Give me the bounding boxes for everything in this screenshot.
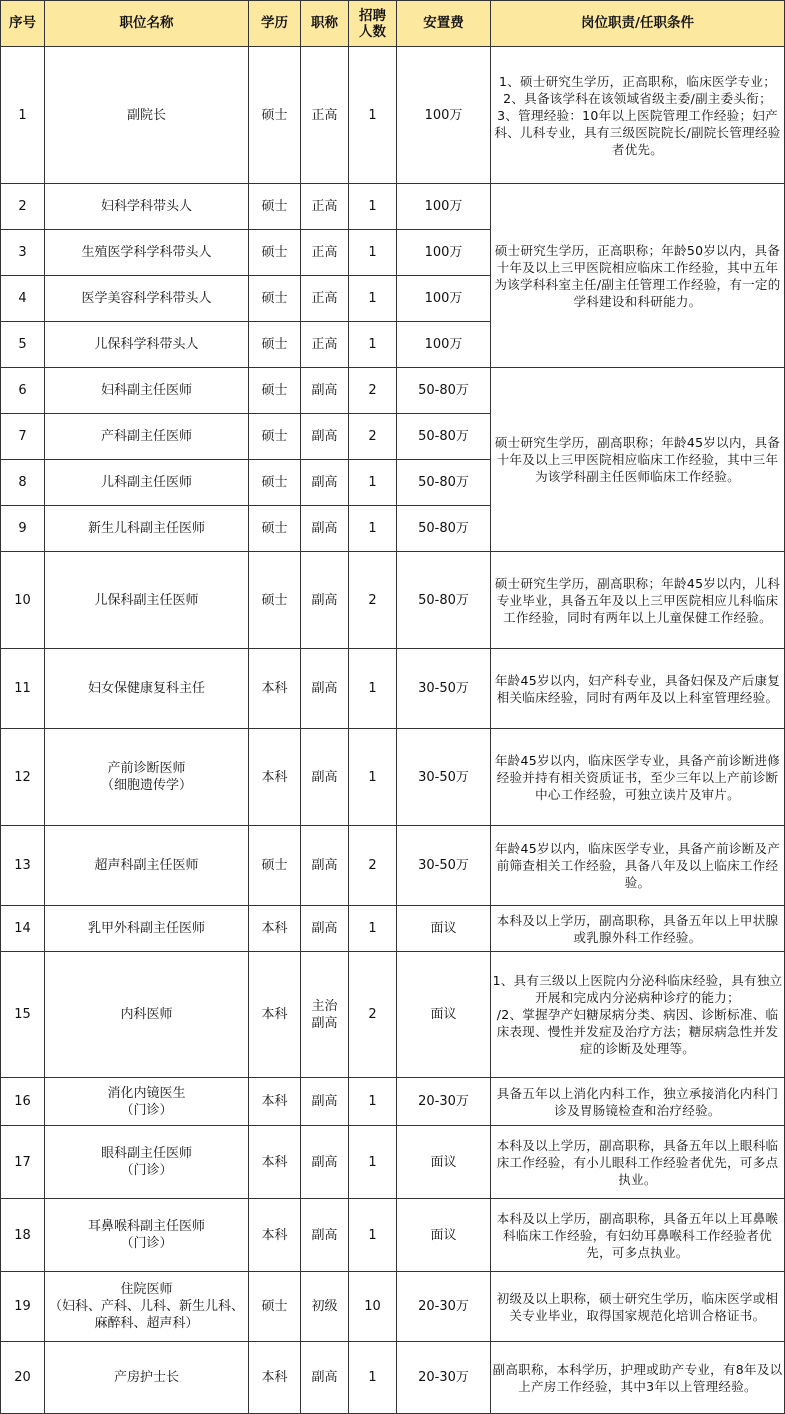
header-education: 学历 bbox=[249, 1, 301, 47]
cell-title: 副高 bbox=[301, 906, 349, 952]
cell-position: 儿保科学科带头人 bbox=[45, 322, 249, 368]
table-row bbox=[1, 47, 785, 184]
cell-education: 硕士 bbox=[249, 322, 301, 368]
cell-title: 副高 bbox=[301, 506, 349, 552]
cell-duty: 本科及以上学历，副高职称，具备五年以上耳鼻喉科临床工作经验，有妇幼耳鼻喉科工作经验者优先，可多点执业。 bbox=[491, 1199, 785, 1272]
cell-title: 副高 bbox=[301, 368, 349, 414]
cell-title: 副高 bbox=[301, 414, 349, 460]
cell-title: 初级 bbox=[301, 1272, 349, 1342]
cell-education: 硕士 bbox=[249, 826, 301, 906]
cell-duty: 副高职称，本科学历，护理或助产专业，有8年及以上产房工作经验，其中3年以上管理经验。 bbox=[491, 1342, 785, 1414]
cell-fee: 20-30万 bbox=[397, 1342, 491, 1414]
cell-fee: 20-30万 bbox=[397, 1272, 491, 1342]
table-row bbox=[1, 729, 785, 826]
cell-position: 耳鼻喉科副主任医师 （门诊） bbox=[45, 1199, 249, 1272]
cell-title: 正高 bbox=[301, 276, 349, 322]
cell-no: 4 bbox=[1, 276, 45, 322]
cell-fee: 100万 bbox=[397, 276, 491, 322]
cell-duty-merged: 硕士研究生学历，副高职称；年龄45岁以内，具备十年及以上三甲医院相应临床工作经验，其中三年为该学科副主任医师临床工作经验。 bbox=[491, 368, 785, 552]
cell-fee: 100万 bbox=[397, 230, 491, 276]
cell-count: 1 bbox=[349, 506, 397, 552]
cell-position: 内科医师 bbox=[45, 952, 249, 1078]
cell-count: 1 bbox=[349, 276, 397, 322]
cell-no: 5 bbox=[1, 322, 45, 368]
cell-education: 本科 bbox=[249, 729, 301, 826]
cell-title: 副高 bbox=[301, 460, 349, 506]
cell-position: 儿科副主任医师 bbox=[45, 460, 249, 506]
cell-no: 6 bbox=[1, 368, 45, 414]
cell-position: 妇女保健康复科主任 bbox=[45, 649, 249, 729]
cell-position: 消化内镜医生 （门诊） bbox=[45, 1078, 249, 1126]
cell-no: 7 bbox=[1, 414, 45, 460]
cell-count: 1 bbox=[349, 1078, 397, 1126]
cell-no: 16 bbox=[1, 1078, 45, 1126]
cell-fee: 面议 bbox=[397, 906, 491, 952]
cell-education: 本科 bbox=[249, 649, 301, 729]
table-row bbox=[1, 1199, 785, 1272]
cell-count: 1 bbox=[349, 906, 397, 952]
cell-position: 新生儿科副主任医师 bbox=[45, 506, 249, 552]
cell-education: 硕士 bbox=[249, 47, 301, 184]
cell-no: 10 bbox=[1, 552, 45, 649]
cell-count: 2 bbox=[349, 414, 397, 460]
cell-education: 硕士 bbox=[249, 552, 301, 649]
cell-position: 医学美容科学科带头人 bbox=[45, 276, 249, 322]
cell-count: 2 bbox=[349, 368, 397, 414]
cell-no: 20 bbox=[1, 1342, 45, 1414]
cell-education: 本科 bbox=[249, 1078, 301, 1126]
cell-duty: 年龄45岁以内，妇产科专业，具备妇保及产后康复相关临床经验，同时有两年及以上科室管理经验。 bbox=[491, 649, 785, 729]
cell-education: 硕士 bbox=[249, 276, 301, 322]
cell-count: 1 bbox=[349, 184, 397, 230]
cell-duty: 硕士研究生学历，副高职称；年龄45岁以内，儿科专业毕业，具备五年及以上三甲医院相应儿科临床工作经验，同时有两年以上儿童保健工作经验。 bbox=[491, 552, 785, 649]
cell-position: 妇科学科带头人 bbox=[45, 184, 249, 230]
cell-fee: 面议 bbox=[397, 1126, 491, 1199]
cell-duty: 本科及以上学历，副高职称，具备五年以上甲状腺或乳腺外科工作经验。 bbox=[491, 906, 785, 952]
table-row bbox=[1, 826, 785, 906]
cell-position: 副院长 bbox=[45, 47, 249, 184]
table-row bbox=[1, 952, 785, 1078]
cell-title: 正高 bbox=[301, 322, 349, 368]
cell-count: 2 bbox=[349, 552, 397, 649]
cell-education: 硕士 bbox=[249, 506, 301, 552]
cell-position: 妇科副主任医师 bbox=[45, 368, 249, 414]
cell-no: 17 bbox=[1, 1126, 45, 1199]
cell-title: 副高 bbox=[301, 649, 349, 729]
cell-duty: 1、具有三级以上医院内分泌科临床经验，具有独立开展和完成内分泌病种诊疗的能力； /2、掌握孕产妇糖尿病分类、病因、诊断标准、临床表现、慢性并发症及治疗方法；糖尿病急性并发症的诊断及处理等。 bbox=[491, 952, 785, 1078]
cell-count: 2 bbox=[349, 826, 397, 906]
cell-education: 本科 bbox=[249, 1342, 301, 1414]
cell-duty: 年龄45岁以内，临床医学专业，具备产前诊断进修经验并持有相关资质证书，至少三年以上产前诊断中心工作经验，可独立读片及审片。 bbox=[491, 729, 785, 826]
cell-count: 2 bbox=[349, 952, 397, 1078]
cell-position: 产科副主任医师 bbox=[45, 414, 249, 460]
cell-position: 儿保科副主任医师 bbox=[45, 552, 249, 649]
cell-duty-merged: 硕士研究生学历，正高职称；年龄50岁以内，具备十年及以上三甲医院相应临床工作经验，其中五年为该学科科室主任/副主任管理工作经验，有一定的学科建设和科研能力。 bbox=[491, 184, 785, 368]
cell-duty: 本科及以上学历，副高职称，具备五年以上眼科临床工作经验，有小儿眼科工作经验者优先，可多点执业。 bbox=[491, 1126, 785, 1199]
cell-education: 硕士 bbox=[249, 368, 301, 414]
cell-education: 本科 bbox=[249, 1199, 301, 1272]
cell-no: 12 bbox=[1, 729, 45, 826]
cell-no: 18 bbox=[1, 1199, 45, 1272]
header-title: 职称 bbox=[301, 1, 349, 47]
header-fee: 安置费 bbox=[397, 1, 491, 47]
cell-title: 副高 bbox=[301, 1126, 349, 1199]
cell-no: 9 bbox=[1, 506, 45, 552]
cell-fee: 50-80万 bbox=[397, 368, 491, 414]
table-row bbox=[1, 1126, 785, 1199]
cell-title: 副高 bbox=[301, 1199, 349, 1272]
cell-fee: 30-50万 bbox=[397, 649, 491, 729]
cell-count: 1 bbox=[349, 322, 397, 368]
cell-position: 乳甲外科副主任医师 bbox=[45, 906, 249, 952]
cell-fee: 50-80万 bbox=[397, 414, 491, 460]
cell-fee: 50-80万 bbox=[397, 460, 491, 506]
table-row bbox=[1, 552, 785, 649]
cell-title: 副高 bbox=[301, 826, 349, 906]
cell-position: 产前诊断医师 （细胞遗传学） bbox=[45, 729, 249, 826]
cell-position: 产房护士长 bbox=[45, 1342, 249, 1414]
header-count-text: 招聘人数 bbox=[359, 7, 386, 40]
cell-title: 正高 bbox=[301, 47, 349, 184]
cell-position: 超声科副主任医师 bbox=[45, 826, 249, 906]
cell-count: 1 bbox=[349, 649, 397, 729]
cell-education: 本科 bbox=[249, 1126, 301, 1199]
cell-education: 硕士 bbox=[249, 1272, 301, 1342]
cell-no: 3 bbox=[1, 230, 45, 276]
cell-no: 15 bbox=[1, 952, 45, 1078]
cell-duty: 年龄45岁以内，临床医学专业，具备产前诊断及产前筛查相关工作经验，具备八年及以上临床工作经验。 bbox=[491, 826, 785, 906]
table-row bbox=[1, 1078, 785, 1126]
cell-title: 副高 bbox=[301, 1342, 349, 1414]
cell-title: 正高 bbox=[301, 184, 349, 230]
header-count bbox=[349, 1, 397, 47]
cell-duty: 具备五年以上消化内科工作，独立承接消化内科门诊及胃肠镜检查和治疗经验。 bbox=[491, 1078, 785, 1126]
cell-title: 主治 副高 bbox=[301, 952, 349, 1078]
table-row bbox=[1, 906, 785, 952]
cell-duty: 1、硕士研究生学历，正高职称，临床医学专业； 2、具备该学科在该领域省级主委/副主委头衔； 3、管理经验：10年以上医院管理工作经验；妇产科、儿科专业，具有三级医院院长/副院长管理经验者优先。 bbox=[491, 47, 785, 184]
table-row bbox=[1, 1342, 785, 1414]
cell-duty: 初级及以上职称，硕士研究生学历，临床医学或相关专业毕业，取得国家规范化培训合格证书。 bbox=[491, 1272, 785, 1342]
cell-title: 副高 bbox=[301, 1078, 349, 1126]
cell-no: 1 bbox=[1, 47, 45, 184]
cell-count: 1 bbox=[349, 47, 397, 184]
cell-count: 1 bbox=[349, 460, 397, 506]
cell-count: 1 bbox=[349, 230, 397, 276]
cell-count: 10 bbox=[349, 1272, 397, 1342]
header-row bbox=[1, 1, 785, 47]
cell-fee: 面议 bbox=[397, 1199, 491, 1272]
cell-fee: 面议 bbox=[397, 952, 491, 1078]
cell-fee: 50-80万 bbox=[397, 506, 491, 552]
cell-no: 11 bbox=[1, 649, 45, 729]
cell-position: 住院医师 （妇科、产科、儿科、新生儿科、麻醉科、超声科） bbox=[45, 1272, 249, 1342]
header-duty: 岗位职责/任职条件 bbox=[491, 1, 785, 47]
cell-no: 8 bbox=[1, 460, 45, 506]
cell-title: 副高 bbox=[301, 729, 349, 826]
cell-education: 硕士 bbox=[249, 184, 301, 230]
cell-position: 眼科副主任医师 （门诊） bbox=[45, 1126, 249, 1199]
cell-count: 1 bbox=[349, 1342, 397, 1414]
table-row bbox=[1, 368, 785, 414]
table-row bbox=[1, 184, 785, 230]
cell-education: 硕士 bbox=[249, 230, 301, 276]
cell-fee: 30-50万 bbox=[397, 729, 491, 826]
table-row bbox=[1, 1272, 785, 1342]
cell-education: 硕士 bbox=[249, 460, 301, 506]
cell-no: 13 bbox=[1, 826, 45, 906]
cell-title: 副高 bbox=[301, 552, 349, 649]
cell-fee: 100万 bbox=[397, 184, 491, 230]
cell-count: 1 bbox=[349, 729, 397, 826]
cell-fee: 30-50万 bbox=[397, 826, 491, 906]
header-no: 序号 bbox=[1, 1, 45, 47]
cell-education: 硕士 bbox=[249, 414, 301, 460]
cell-fee: 100万 bbox=[397, 47, 491, 184]
cell-no: 14 bbox=[1, 906, 45, 952]
cell-education: 本科 bbox=[249, 906, 301, 952]
cell-fee: 100万 bbox=[397, 322, 491, 368]
cell-education: 本科 bbox=[249, 952, 301, 1078]
cell-no: 19 bbox=[1, 1272, 45, 1342]
cell-fee: 20-30万 bbox=[397, 1078, 491, 1126]
cell-count: 1 bbox=[349, 1126, 397, 1199]
cell-title: 正高 bbox=[301, 230, 349, 276]
header-position: 职位名称 bbox=[45, 1, 249, 47]
cell-no: 2 bbox=[1, 184, 45, 230]
table-row bbox=[1, 649, 785, 729]
cell-fee: 50-80万 bbox=[397, 552, 491, 649]
cell-count: 1 bbox=[349, 1199, 397, 1272]
cell-position: 生殖医学科学科带头人 bbox=[45, 230, 249, 276]
